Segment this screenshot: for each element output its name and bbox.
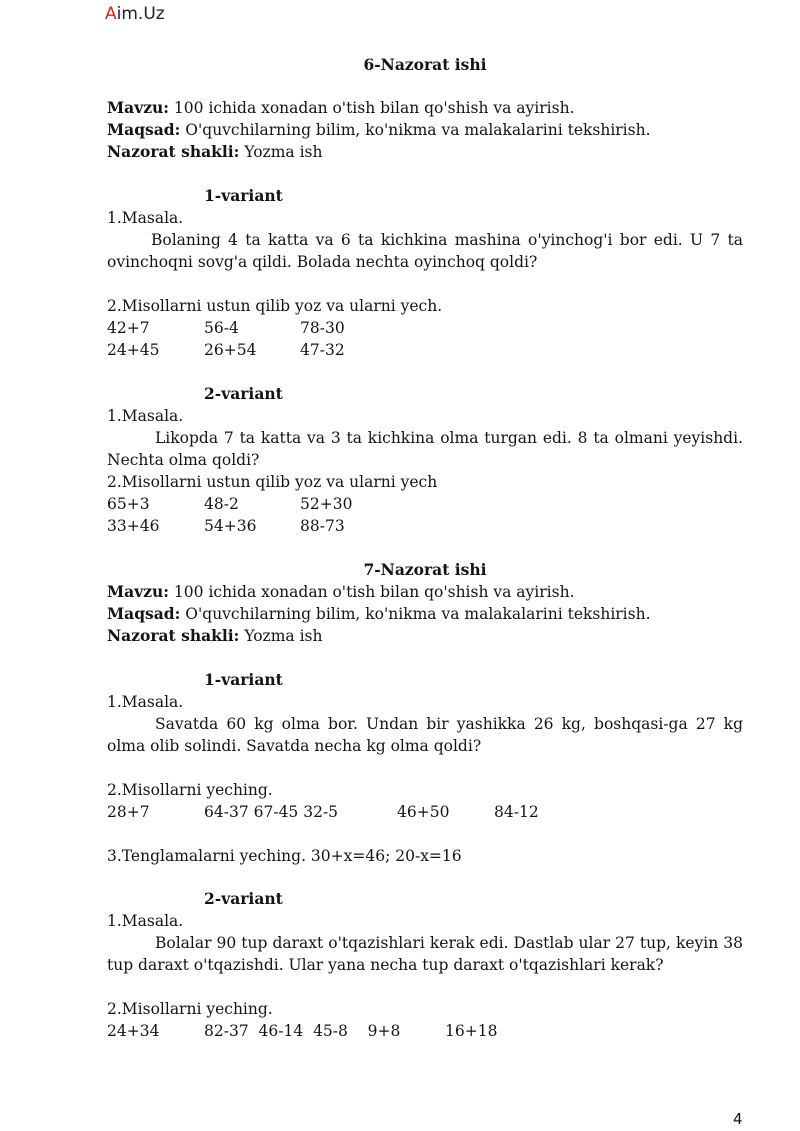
s6-v2-task2: 2.Misollarni ustun qilib yoz va ularni yech <box>107 473 438 491</box>
s7-v1-task2: 2.Misollarni yeching. <box>107 781 273 799</box>
s7-v1-masala: 1.Masala. <box>107 693 184 711</box>
s7-v2-masala: 1.Masala. <box>107 912 184 930</box>
s7-v1-ex-3: 46+50 <box>397 803 450 821</box>
s6-v2-ex-5: 54+36 <box>204 517 257 535</box>
s6-v2-ex-3: 52+30 <box>300 495 353 513</box>
s7-v2-problem: Bolalar 90 tup daraxt o'tqazishlari kerak edi. Dastlab ular 27 tup, keyin 38 tup daraxt o'tqazishdi. Ular yana necha tup daraxt o'tqazishlari kerak? <box>107 934 743 974</box>
section7-title: 7-Nazorat ishi <box>363 560 487 579</box>
s6-v1-ex-6: 47-32 <box>300 341 345 359</box>
logo-text: im.Uz <box>116 4 165 24</box>
page-number: 4 <box>733 1110 743 1128</box>
s6-v2-ex-1: 65+3 <box>107 495 150 513</box>
s6-v1-ex-5: 26+54 <box>204 341 257 359</box>
s6-v1-ex-4: 24+45 <box>107 341 160 359</box>
s6-variant1-heading: 1-variant <box>204 186 283 205</box>
shakl-label: Nazorat shakli: <box>107 142 240 161</box>
s6-v1-ex-3: 78-30 <box>300 319 345 337</box>
site-logo <box>105 4 165 24</box>
s6-v1-ex-2: 56-4 <box>204 319 239 337</box>
s7-v2-ex-3: 16+18 <box>445 1022 498 1040</box>
s7-v2-ex-2: 82-37 46-14 45-8 9+8 <box>204 1022 401 1040</box>
s6-variant2-heading: 2-variant <box>204 384 283 403</box>
mavzu-label: Mavzu: <box>107 98 169 117</box>
s6-v2-problem: Likopda 7 ta katta va 3 ta kichkina olma turgan edi. 8 ta olmani yeyishdi. Nechta olma qoldi? <box>107 429 743 469</box>
s7-v1-problem: Savatda 60 kg olma bor. Undan bir yashikka 26 kg, boshqasi-ga 27 kg olma olib solindi. Savatda necha kg olma qoldi? <box>107 715 743 755</box>
shakl-text: Yozma ish <box>239 143 323 161</box>
section6-shakl <box>107 142 322 162</box>
mavzu-text: 100 ichida xonadan o'tish bilan qo'shish va ayirish. <box>169 99 575 117</box>
s6-v1-masala: 1.Masala. <box>107 209 184 227</box>
s6-v2-ex-6: 88-73 <box>300 517 345 535</box>
s7-v1-ex-2: 64-37 67-45 32-5 <box>204 803 339 821</box>
maqsad-text: O'quvchilarning bilim, ko'nikma va malakalarini tekshirish. <box>180 121 651 139</box>
maqsad-label: Maqsad: <box>107 604 181 623</box>
s6-v2-ex-2: 48-2 <box>204 495 239 513</box>
s7-variant2-heading: 2-variant <box>204 889 283 908</box>
section6-title: 6-Nazorat ishi <box>363 55 487 74</box>
s7-v1-ex-4: 84-12 <box>494 803 539 821</box>
s6-v2-masala: 1.Masala. <box>107 407 184 425</box>
section6-mavzu <box>107 98 575 118</box>
logo-letter-a: A <box>105 4 117 24</box>
maqsad-text: O'quvchilarning bilim, ko'nikma va malakalarini tekshirish. <box>180 605 651 623</box>
s7-v2-ex-1: 24+34 <box>107 1022 160 1040</box>
mavzu-label: Mavzu: <box>107 582 169 601</box>
mavzu-text: 100 ichida xonadan o'tish bilan qo'shish va ayirish. <box>169 583 575 601</box>
shakl-label: Nazorat shakli: <box>107 626 240 645</box>
shakl-text: Yozma ish <box>239 627 323 645</box>
s6-v1-task2: 2.Misollarni ustun qilib yoz va ularni yech. <box>107 297 443 315</box>
section7-maqsad <box>107 604 651 624</box>
s6-v1-ex-1: 42+7 <box>107 319 150 337</box>
s7-v1-task3: 3.Tenglamalarni yeching. 30+x=46; 20-x=16 <box>107 847 462 865</box>
maqsad-label: Maqsad: <box>107 120 181 139</box>
section7-mavzu <box>107 582 575 602</box>
section7-shakl <box>107 626 322 646</box>
s6-v1-problem: Bolaning 4 ta katta va 6 ta kichkina mashina o'yinchog'i bor edi. U 7 ta ovinchoqni sovg'a qildi. Bolada nechta oyinchoq qoldi? <box>107 231 743 271</box>
s7-v2-task2: 2.Misollarni yeching. <box>107 1000 273 1018</box>
s7-variant1-heading: 1-variant <box>204 670 283 689</box>
s7-v1-ex-1: 28+7 <box>107 803 150 821</box>
section6-maqsad <box>107 120 651 140</box>
s6-v2-ex-4: 33+46 <box>107 517 160 535</box>
